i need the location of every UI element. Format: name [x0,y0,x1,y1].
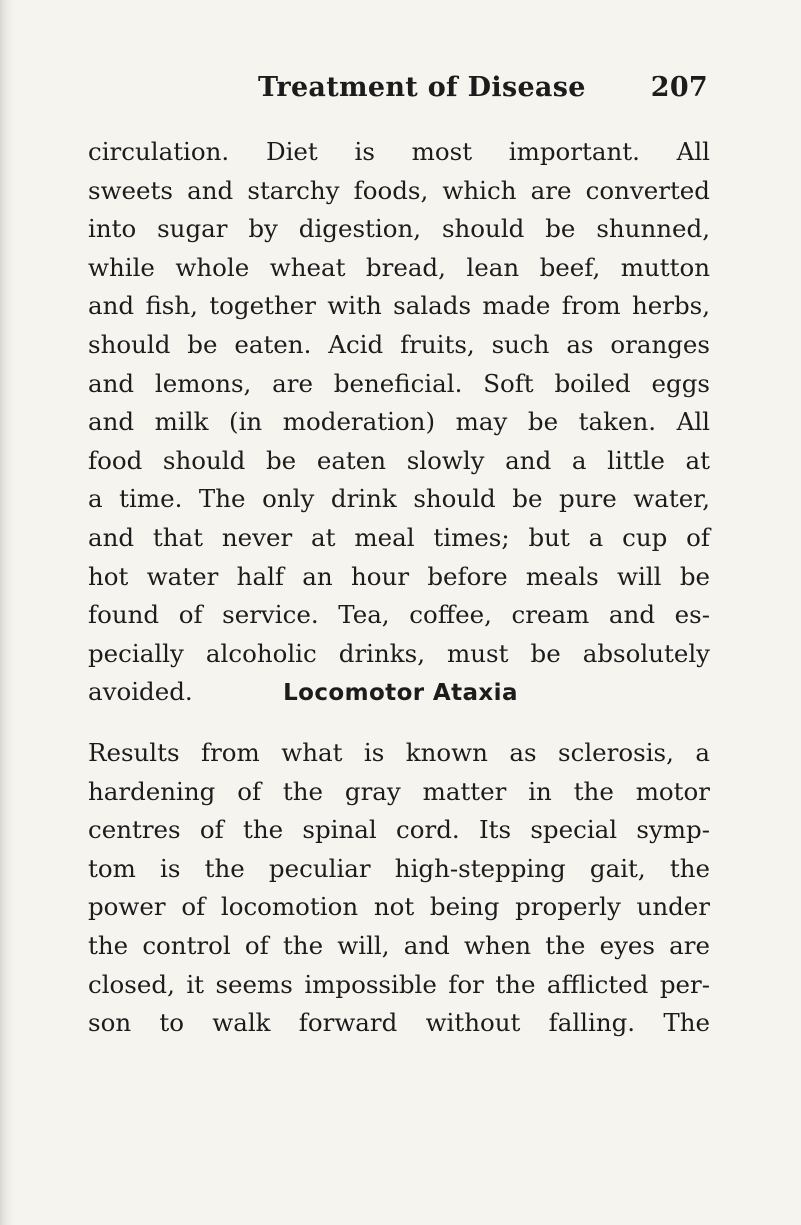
text-line: hardening of the gray matter in the motor [88,776,710,806]
text-line: while whole wheat bread, lean beef, mutton [88,252,710,282]
text-line: the control of the will, and when the eyes are [88,930,710,960]
text-line: circulation. Diet is most important. All [88,137,710,166]
text-line: centres of the spinal cord. Its special symp- [88,815,710,845]
page-number: 207 [650,72,708,103]
text-line: son to walk forward without falling. The [88,1008,710,1038]
text-line: closed, it seems impossible for the afflicted per- [88,969,710,999]
text-line: sweets and starchy foods, which are converted [88,175,710,205]
text-line: and milk (in moderation) may be taken. All [88,407,710,437]
text-line: food should be eaten slowly and a little at [88,445,710,475]
text-line: tom is the peculiar high-stepping gait, the [88,853,710,883]
text-line: and lemons, are beneficial. Soft boiled eggs [88,368,710,398]
text-line: a time. The only drink should be pure water, [88,484,710,514]
text-line: and fish, together with salads made from herbs, [88,291,710,321]
section-heading: Locomotor Ataxia [283,680,518,706]
paragraph-diet [88,133,710,712]
text-line: pecially alcoholic drinks, must be absolutely [88,638,710,668]
paragraph-locomotor-ataxia [88,734,710,1043]
text-line: Results from what is known as sclerosis, a [88,738,710,767]
text-line: hot water half an hour before meals will be [88,561,710,591]
running-head-title: Treatment of Disease [258,72,586,103]
text-line: and that never at meal times; but a cup of [88,522,710,552]
text-line: found of service. Tea, coffee, cream and es- [88,600,710,630]
text-line: avoided. [88,677,193,707]
text-line: into sugar by digestion, should be shunned, [88,214,710,244]
text-line: power of locomotion not being properly under [88,892,710,922]
text-line: should be eaten. Acid fruits, such as oranges [88,329,710,359]
running-head [258,72,708,112]
